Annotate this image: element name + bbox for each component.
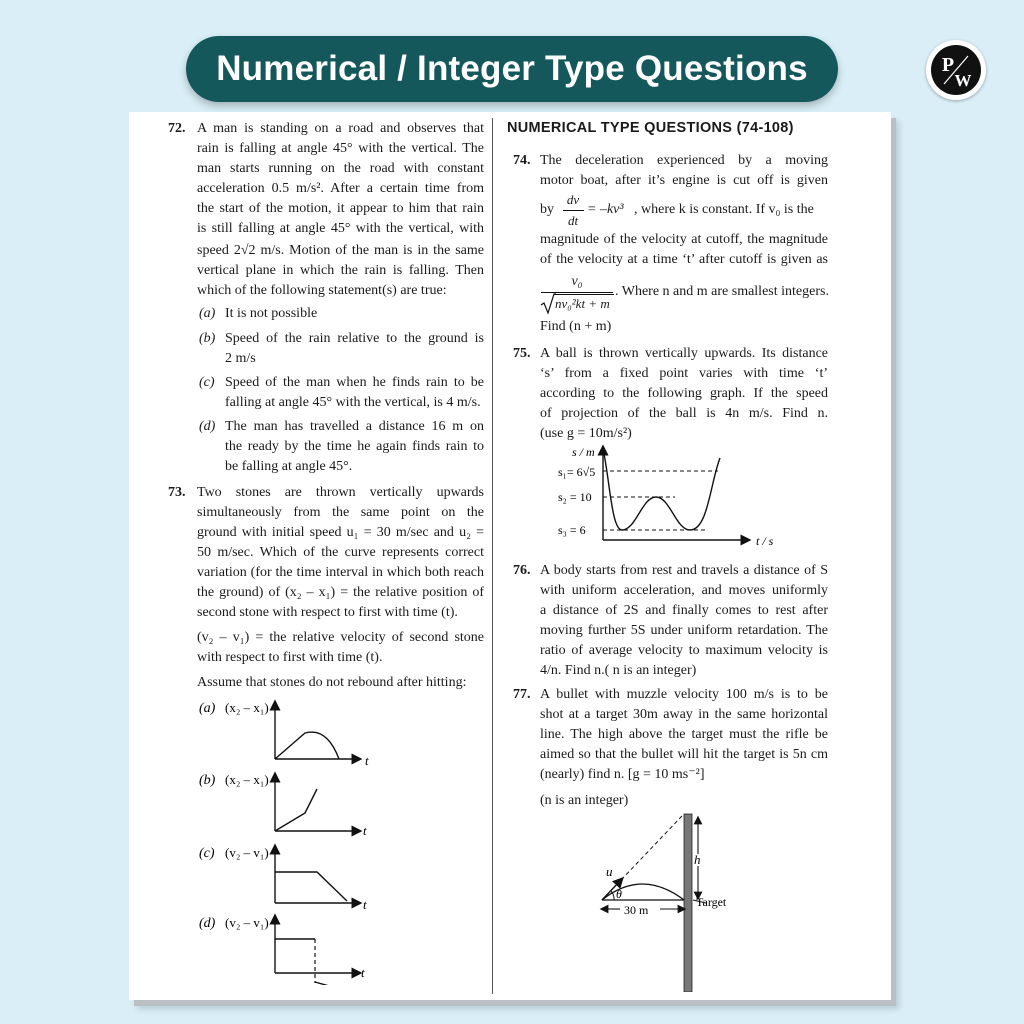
q74-line: The deceleration experienced by a moving [540, 153, 828, 168]
q75-line: of projection of the ball is 4n m/s. Find n. [540, 406, 828, 421]
q73-para2: (v₂ – v₁) = the relative velocity of second stone [197, 630, 484, 645]
q74-frac-den: dt [567, 213, 579, 228]
q72-line: A man is standing on a road and observes that [197, 121, 484, 136]
q75-line: A ball is thrown vertically upwards. Its distance [540, 346, 828, 361]
q72-option-c-label: (c) [199, 375, 215, 390]
q76-line: moving further 5S under uniform retardation. The [540, 623, 828, 638]
q73-line: ground with initial speed u₁ = 30 m/sec and u₂ = [197, 525, 484, 540]
graph-d-curve-bottom [315, 982, 347, 985]
column-divider [492, 118, 493, 994]
q75-line: according to the following graph. If the speed [540, 386, 828, 401]
q75-s1-label: s₁= 6√5 [558, 465, 596, 479]
q74-number: 74. [513, 153, 531, 168]
q75-line: (use g = 10m/s²) [540, 426, 632, 441]
q74-find: Find (n + m) [540, 319, 612, 334]
banner-title: Numerical / Integer Type Questions [216, 49, 808, 88]
q76-line: a distance of 2S and finally comes to rest after [540, 603, 828, 618]
q73-para2: with respect to first with time (t). [197, 650, 383, 665]
q75-s2-label: s₂ = 10 [558, 490, 592, 504]
q73-line: 50 m/sec. Which of the curve represents correct [197, 545, 484, 560]
q77-line: aimed so that the bullet will hit the target is 5n cm [540, 747, 828, 762]
q72-option-d-text: the ready by the time he again finds rain to [225, 439, 484, 454]
q76-line: with uniform acceleration, and moves uniformly [540, 583, 828, 598]
q72-option-d-text: The man has travelled a distance 16 m on [225, 419, 484, 434]
u-label: u [606, 864, 613, 879]
logo-letter-w: W [954, 71, 972, 90]
graph-d-label: (d) [199, 916, 216, 931]
q74-expr-den: nv₀²kt + m [555, 296, 610, 311]
q74-line: , where k is constant. If v₀ is the [634, 202, 814, 217]
q72-option-a-label: (a) [199, 306, 216, 321]
graph-b-xlabel: t [363, 823, 367, 838]
q76-number: 76. [513, 563, 531, 578]
q75-s3-label: s₃ = 6 [558, 523, 586, 537]
q73-number: 73. [168, 485, 186, 500]
q73-para3: Assume that stones do not rebound after hitting: [197, 675, 467, 690]
q73-line: variation (for the time interval in which both reach [197, 565, 484, 580]
q73-line: Two stones are thrown vertically upwards [197, 485, 484, 500]
graph-b-ylabel: (x₂ – x₁) [225, 772, 269, 787]
q75-line: ‘s’ from a fixed point varies with time ‘t’ [540, 366, 828, 381]
q73-line: second stone with respect to first with time (t). [197, 605, 458, 620]
q74-expr-after: . Where n and m are smallest integers. [615, 284, 829, 299]
graph-c-label: (c) [199, 846, 215, 861]
q72-option-b-label: (b) [199, 331, 216, 346]
q72-option-c-text: falling at angle 45° with the vertical, is 4 m/s. [225, 395, 481, 410]
graph-a-xlabel: t [365, 753, 369, 768]
sqrt-sign-icon [540, 293, 556, 315]
target-label: Target [696, 895, 727, 909]
q77-line: shot at a target 30m away in the same horizontal [540, 707, 828, 722]
q76-line: 4/n. Find n.( n is an integer) [540, 663, 697, 678]
graph-a-label: (a) [199, 701, 216, 716]
q73-line: the ground) of (x₂ – x₁) = the relative position of [197, 585, 484, 600]
q72-option-a-text: It is not possible [225, 306, 318, 321]
q74-expr-num: v₀ [571, 274, 583, 289]
q72-number: 72. [168, 121, 186, 136]
q77-diagram [590, 808, 750, 992]
q74-line: magnitude of the velocity at cutoff, the magnitude [540, 232, 828, 247]
q72-option-c-text: Speed of the man when he finds rain to be [225, 375, 484, 390]
q72-line: man starts running on the road with constant [197, 161, 484, 176]
q77-line: A bullet with muzzle velocity 100 m/s is to be [540, 687, 828, 702]
q77-line: (nearly) find n. [g = 10 ms⁻²] [540, 767, 705, 782]
section-heading: NUMERICAL TYPE QUESTIONS (74-108) [507, 120, 794, 136]
q74-frac-num: dv [566, 192, 580, 207]
page-banner [186, 36, 838, 102]
q77-line: line. The high above the target must the rifle be [540, 727, 828, 742]
theta-label: θ [616, 887, 622, 901]
q72-option-d-text: be falling at angle 45°. [225, 459, 353, 474]
graph-c-curve [275, 872, 347, 901]
h-label: h [694, 852, 701, 867]
q76-line: A body starts from rest and travels a distance of S [540, 563, 828, 578]
q72-option-d-label: (d) [199, 419, 216, 434]
q75-xlabel: t / s [756, 534, 774, 548]
q75-number: 75. [513, 346, 531, 361]
q73-line: simultaneously from the same point on the [197, 505, 484, 520]
q72-option-b-text: Speed of the rain relative to the ground is [225, 331, 484, 346]
q73-graphs [195, 695, 395, 985]
logo-letter-p: P [941, 54, 955, 76]
graph-a-curve [275, 732, 339, 759]
q75-graph [550, 444, 790, 556]
q75-ylabel: s / m [572, 445, 595, 459]
distance-label: 30 m [624, 903, 649, 917]
q72-line: speed 2√2 m/s. Motion of the man is in the same [197, 243, 484, 258]
q72-line: vertical plane in which the rain is falling. Then [197, 263, 484, 278]
q75-curve [604, 454, 720, 530]
graph-c-ylabel: (v₂ – v₁) [225, 845, 269, 860]
graph-a-ylabel: (x₂ – x₁) [225, 700, 269, 715]
q72-line: rain is falling at angle 45° with the vertical. The [197, 141, 484, 156]
target-pole [684, 814, 692, 992]
q74-equation: = –kv³ [587, 202, 624, 217]
graph-d-xlabel: t [361, 965, 365, 980]
q74-line: of the velocity at a time ‘t’ after cutoff is given as [540, 252, 828, 267]
graph-c-xlabel: t [363, 897, 367, 912]
graph-b-label: (b) [199, 773, 216, 788]
q72-line: which of the following statement(s) are true: [197, 283, 447, 298]
q76-line: ratio of average velocity to maximum velocity is [540, 643, 828, 658]
pw-logo [926, 40, 986, 100]
q72-line: is still falling at angle 45° with the vertical, with [197, 221, 484, 236]
q77-number: 77. [513, 687, 531, 702]
q74-by: by [540, 202, 554, 217]
graph-b-curve [275, 789, 317, 831]
q72-line: acceleration 0.5 m/s². After a certain time from [197, 181, 484, 196]
q77-note: (n is an integer) [540, 793, 629, 808]
q74-line: motor boat, after it’s engine is cut off is given [540, 173, 828, 188]
graph-d-ylabel: (v₂ – v₁) [225, 915, 269, 930]
q72-line: the start of the motion, it appear to him that rain [197, 201, 484, 216]
q72-option-b-text: 2 m/s [225, 351, 256, 366]
